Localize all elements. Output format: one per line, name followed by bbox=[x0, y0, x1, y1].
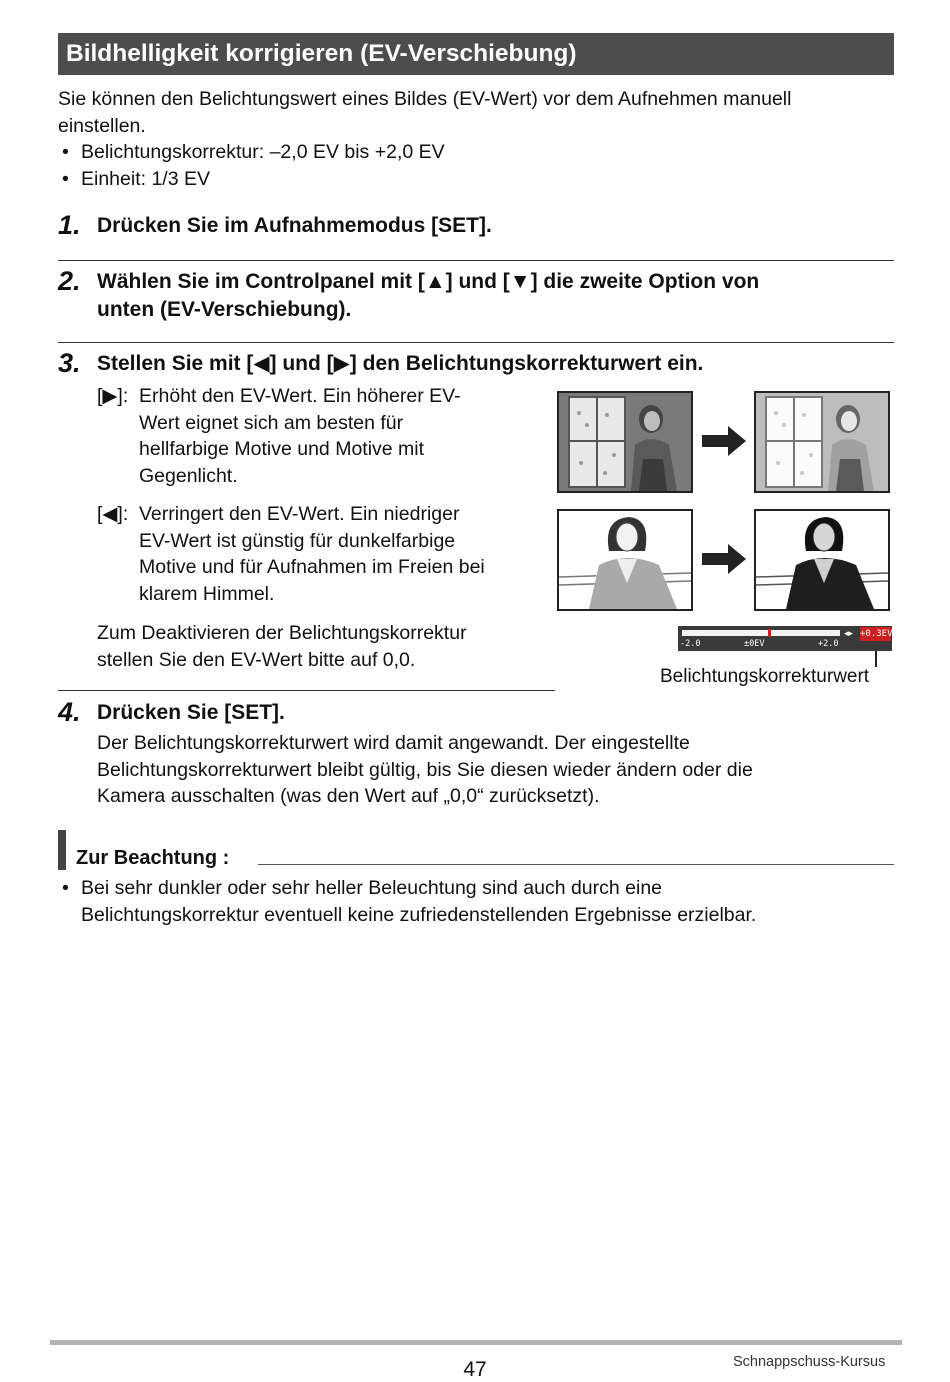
window-portrait-after-image bbox=[754, 391, 890, 493]
paragraph-line: Belichtungskorrekturwert bleibt gültig, bis Sie diesen wieder ändern oder die bbox=[97, 758, 753, 781]
outdoor-portrait-after-image bbox=[754, 509, 890, 611]
bullet-item bbox=[58, 139, 898, 166]
description-row bbox=[97, 383, 547, 489]
step-number: 1. bbox=[58, 210, 81, 240]
ev-shift-bar bbox=[678, 626, 892, 651]
divider bbox=[58, 260, 894, 261]
reset-note-line: stellen Sie den EV-Wert bitte auf 0,0. bbox=[97, 648, 416, 671]
page-number: 47 bbox=[463, 1358, 487, 1381]
divider bbox=[58, 342, 894, 343]
divider bbox=[58, 690, 555, 691]
step-heading: Stellen Sie mit [◀] und [▶] den Belichtungskorrekturwert ein. bbox=[97, 352, 704, 375]
description-text bbox=[139, 501, 485, 607]
arrow-right-icon bbox=[702, 426, 746, 461]
bullet-item bbox=[58, 875, 898, 928]
paragraph-line: Der Belichtungskorrekturwert wird damit angewandt. Der eingestellte bbox=[97, 732, 690, 754]
footer-divider bbox=[50, 1340, 902, 1345]
ev-min-label: -2.0 bbox=[680, 639, 701, 649]
description-line: Gegenlicht. bbox=[139, 464, 238, 487]
section-name: Schnappschuss-Kursus bbox=[733, 1354, 886, 1370]
bullet-text bbox=[81, 875, 756, 928]
description-line: Erhöht den EV-Wert. Ein höherer EV- bbox=[139, 385, 461, 407]
intro-paragraph bbox=[58, 86, 898, 192]
note-bullet bbox=[58, 875, 898, 928]
description-line: Verringert den EV-Wert. Ein niedriger bbox=[139, 503, 460, 525]
step-number: 2. bbox=[58, 266, 81, 296]
ev-decrease-description bbox=[97, 501, 547, 607]
step-heading bbox=[97, 268, 887, 324]
step-heading-line: unten (EV-Verschiebung). bbox=[97, 298, 352, 321]
note-divider bbox=[258, 864, 894, 865]
reset-note-line: Zum Deaktivieren der Belichtungskorrektur bbox=[97, 622, 467, 644]
note-title: Zur Beachtung : bbox=[76, 847, 230, 869]
ev-scale-marker bbox=[768, 629, 771, 637]
ev-increase-description bbox=[97, 383, 547, 489]
intro-line: einstellen. bbox=[58, 114, 146, 137]
bullet-item bbox=[58, 166, 898, 193]
note-marker bbox=[58, 830, 66, 870]
page-title: Bildhelligkeit korrigieren (EV-Verschiebung) bbox=[58, 33, 894, 75]
arrow-right-icon bbox=[702, 544, 746, 579]
bullet-line: Bei sehr dunkler oder sehr heller Beleuchtung sind auch durch eine bbox=[81, 877, 663, 899]
description-line: EV-Wert ist günstig für dunkelfarbige bbox=[139, 529, 456, 552]
outdoor-portrait-before-image bbox=[557, 509, 693, 611]
description-line: Motive und für Aufnahmen im Freien bei bbox=[139, 556, 485, 578]
bullet-text: Einheit: 1/3 EV bbox=[81, 167, 210, 190]
bullet-dot: • bbox=[62, 877, 69, 899]
ev-zero-label: ±0EV bbox=[744, 639, 765, 649]
left-key-label: [◀]: bbox=[97, 503, 129, 525]
step-heading-line: Wählen Sie im Controlpanel mit [▲] und [▼] die zweite Option von bbox=[97, 270, 760, 293]
bullet-dot: • bbox=[62, 167, 69, 190]
intro-line: Sie können den Belichtungswert eines Bildes (EV-Wert) vor dem Aufnehmen manuell bbox=[58, 88, 792, 110]
bullet-line: Belichtungskorrektur eventuell keine zufriedenstellenden Ergebnisse erzielbar. bbox=[81, 903, 757, 926]
paragraph-line: Kamera ausschalten (was den Wert auf „0,0“ zurücksetzt). bbox=[97, 785, 600, 807]
caption-pointer-line bbox=[875, 651, 877, 667]
ev-value-badge: +0.3EV bbox=[860, 629, 893, 639]
bullet-text: Belichtungskorrektur: –2,0 EV bis +2,0 EV bbox=[81, 141, 445, 163]
step-number: 3. bbox=[58, 348, 81, 378]
ev-value-caption: Belichtungskorrekturwert bbox=[660, 666, 870, 687]
description-row bbox=[97, 501, 547, 607]
step4-paragraph bbox=[97, 730, 897, 810]
right-key-label: [▶]: bbox=[97, 385, 129, 407]
ev-scale-track bbox=[682, 630, 840, 636]
window-portrait-before-image bbox=[557, 391, 693, 493]
left-right-arrows-icon: ◂▸ bbox=[844, 628, 854, 638]
description-line: hellfarbige Motive und Motive mit bbox=[139, 438, 425, 460]
reset-note bbox=[97, 620, 547, 673]
ev-max-label: +2.0 bbox=[818, 639, 839, 649]
step-heading: Drücken Sie im Aufnahmemodus [SET]. bbox=[97, 214, 492, 237]
step-number: 4. bbox=[58, 697, 81, 727]
description-line: klarem Himmel. bbox=[139, 582, 275, 605]
bullet-dot: • bbox=[62, 141, 69, 163]
description-line: Wert eignet sich am besten für bbox=[139, 411, 404, 434]
step-heading: Drücken Sie [SET]. bbox=[97, 701, 285, 724]
description-text bbox=[139, 383, 461, 489]
